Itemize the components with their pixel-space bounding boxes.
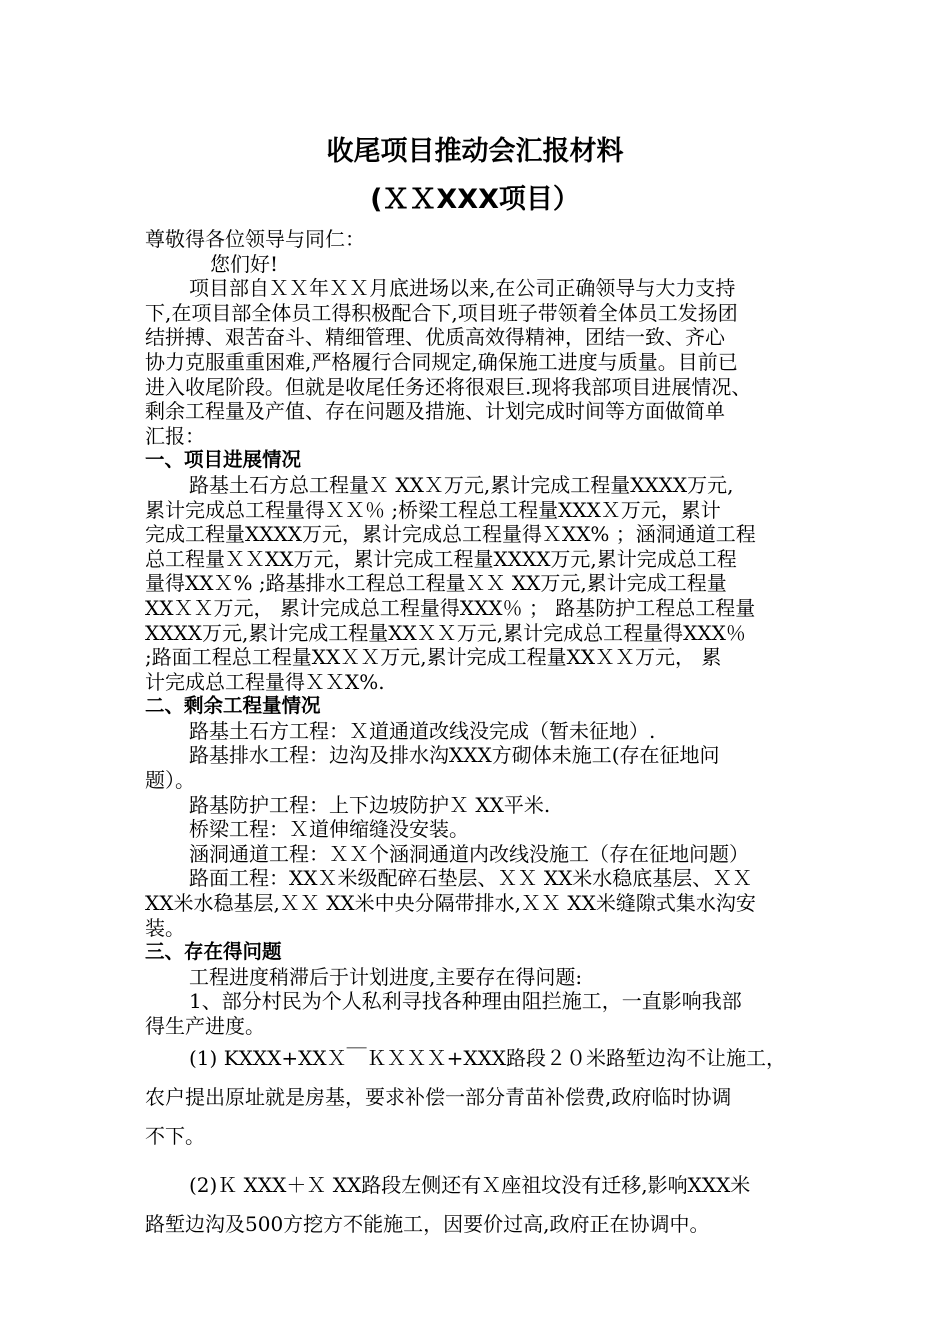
body-line: 总工程量ＸＸXX万元，累计完成工程量XXXX万元,累计完成总工程 (145, 546, 737, 571)
body-line: 1、部分村民为个人私利寻找各种理由阻拦施工，一直影响我部 (189, 989, 742, 1014)
body-line: (2)Ｋ XXX＋Ｘ XX路段左侧还有Ｘ座祖坟没有迁移,影响XXX米 (189, 1172, 751, 1197)
body-line: (1) KXXX+XXＸ￣ＫＸＸＸ+XXX路段２０米路堑边沟不让施工， (189, 1045, 787, 1070)
document-subtitle: (ＸＸXXX项目） (370, 184, 580, 215)
body-line: 题）。 (145, 768, 195, 793)
body-line: 路基土石方工程：Ｘ道通道改线没完成（暂未征地）. (189, 718, 656, 743)
body-line: XXＸＸ万元， 累计完成总工程量得XXX％ ； 路基防护工程总工程量 (145, 595, 756, 620)
body-line: 量得XXＸ% ;路基排水工程总工程量ＸＸ XX万元,累计完成工程量 (145, 571, 727, 596)
body-line: 不下。 (145, 1123, 205, 1148)
body-line: XXXX万元,累计完成工程量XXＸＸ万元,累计完成总工程量得XXX％ (145, 620, 746, 645)
body-line: 路基土石方总工程量Ｘ XXＸ万元,累计完成工程量XXXX万元, (189, 472, 734, 497)
document-title: 收尾项目推动会汇报材料 (326, 136, 624, 167)
body-line: 尊敬得各位领导与同仁： (145, 227, 365, 251)
spacer (145, 1156, 807, 1166)
body-line: 进入收尾阶段。但就是收尾任务还将很艰巨.现将我部项目进展情况、 (145, 374, 752, 399)
body-line: 下,在项目部全体员工得积极配合下,项目班子带领着全体员工发扬团 (145, 300, 738, 325)
body-line: 涵洞通道工程：ＸＸ个涵洞通道内改线没施工（存在征地问题） (189, 841, 749, 866)
body-line: 路面工程：XXＸ米级配碎石垫层、ＸＸ XX米水稳底基层、ＸＸ (189, 866, 753, 891)
body-line: 农户提出原址就是房基，要求补偿一部分青苗补偿费,政府临时协调 (145, 1084, 732, 1109)
body-line: 路堑边沟及500方挖方不能施工，因要价过高,政府正在协调中。 (145, 1211, 710, 1236)
section-heading: 二、剩余工程量情况 (145, 694, 321, 718)
body-line: 您们好! (210, 251, 279, 276)
body-line: 计完成总工程量得ＸＸX%. (145, 669, 385, 694)
body-line: 装。 (145, 915, 185, 940)
body-line: 累计完成总工程量得ＸＸ％ ;桥梁工程总工程量XXXＸ万元，累计 (145, 497, 721, 522)
body-line: ;路面工程总工程量XXＸＸ万元,累计完成工程量XXＸＸ万元， 累 (145, 645, 722, 670)
section-heading: 一、项目进展情况 (145, 448, 302, 472)
body-line: 工程进度稍滞后于计划进度,主要存在得问题: (189, 964, 583, 989)
body-line: 结拼搏、艰苦奋斗、精细管理、优质高效得精神，团结一致、齐心 (145, 325, 725, 350)
body-line: 协力克服重重困难,严格履行合同规定,确保施工进度与质量。目前已 (145, 349, 738, 374)
document-body (145, 227, 807, 1244)
section-heading: 三、存在得问题 (145, 940, 282, 964)
body-line: 剩余工程量及产值、存在问题及措施、计划完成时间等方面做简单 (145, 399, 725, 424)
body-line: 路基防护工程：上下边坡防护Ｘ XX平米. (189, 792, 551, 817)
body-line: 汇报： (145, 423, 205, 448)
body-line: XX米水稳基层,ＸＸ XX米中央分隔带排水,ＸＸ XX米缝隙式集水沟安 (145, 891, 756, 916)
body-line: 完成工程量XXXX万元，累计完成总工程量得ＸXX% ；涵洞通道工程 (145, 522, 756, 547)
body-line: 路基排水工程：边沟及排水沟XXX方砌体未施工(存在征地问 (189, 743, 720, 768)
body-line: 桥梁工程：Ｘ道伸缩缝没安装。 (189, 817, 469, 842)
body-line: 得生产进度。 (145, 1014, 265, 1038)
body-line: 项目部自ＸＸ年ＸＸ月底进场以来,在公司正确领导与大力支持 (189, 276, 736, 301)
